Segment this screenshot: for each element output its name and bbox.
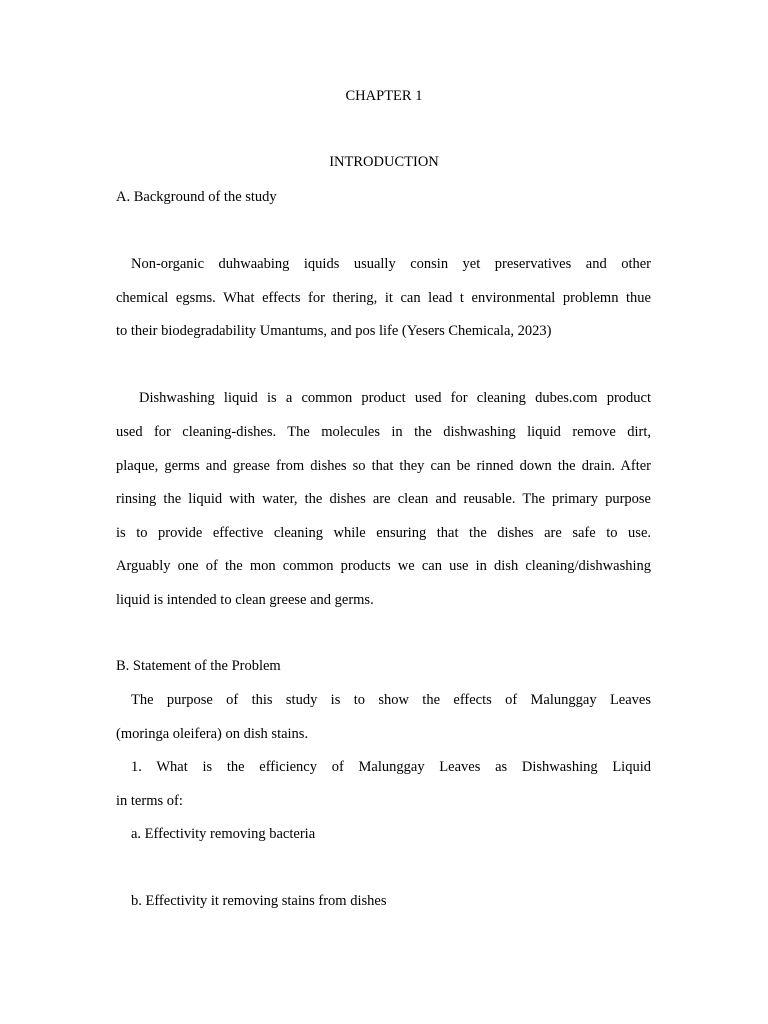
paragraph1-line: to their biodegradability Umantums, and pos life (Yesers Chemicala, 2023) [116,323,552,339]
problem-heading: B. Statement of the Problem [116,658,281,674]
chapter-title: CHAPTER 1 [345,88,423,104]
purpose-line: (moringa oleifera) on dish stains. [116,726,309,742]
list-item-b: b. Effectivity it removing stains from dishes [131,893,387,909]
paragraph1-line: chemical egsms. What effects for thering, it can lead t environmental problemn thue [116,290,651,306]
list-item-a: a. Effectivity removing bacteria [131,826,316,842]
paragraph2-line: rinsing the liquid with water, the dishes are clean and reusable. The primary purpose [116,491,651,507]
question-line: 1. What is the efficiency of Malunggay Leaves as Dishwashing Liquid [131,759,651,775]
paragraph2-line: plaque, germs and grease from dishes so that they can be rinned down the drain. After [116,458,651,474]
paragraph2-line: Arguably one of the mon common products we can use in dish cleaning/dishwashing [116,558,651,574]
question-line: in terms of: [116,793,183,809]
background-heading: A. Background of the study [116,189,277,205]
paragraph2-line: Dishwashing liquid is a common product used for cleaning dubes.com product [139,390,651,406]
purpose-line: The purpose of this study is to show the effects of Malunggay Leaves [131,692,651,708]
paragraph2-line: is to provide effective cleaning while ensuring that the dishes are safe to use. [116,525,651,541]
paragraph2-line: used for cleaning-dishes. The molecules in the dishwashing liquid remove dirt, [116,424,651,440]
section-title: INTRODUCTION [329,154,439,170]
paragraph1-line: Non-organic duhwaabing iquids usually consin yet preservatives and other [131,256,651,272]
paragraph2-line: liquid is intended to clean greese and germs. [116,592,374,608]
